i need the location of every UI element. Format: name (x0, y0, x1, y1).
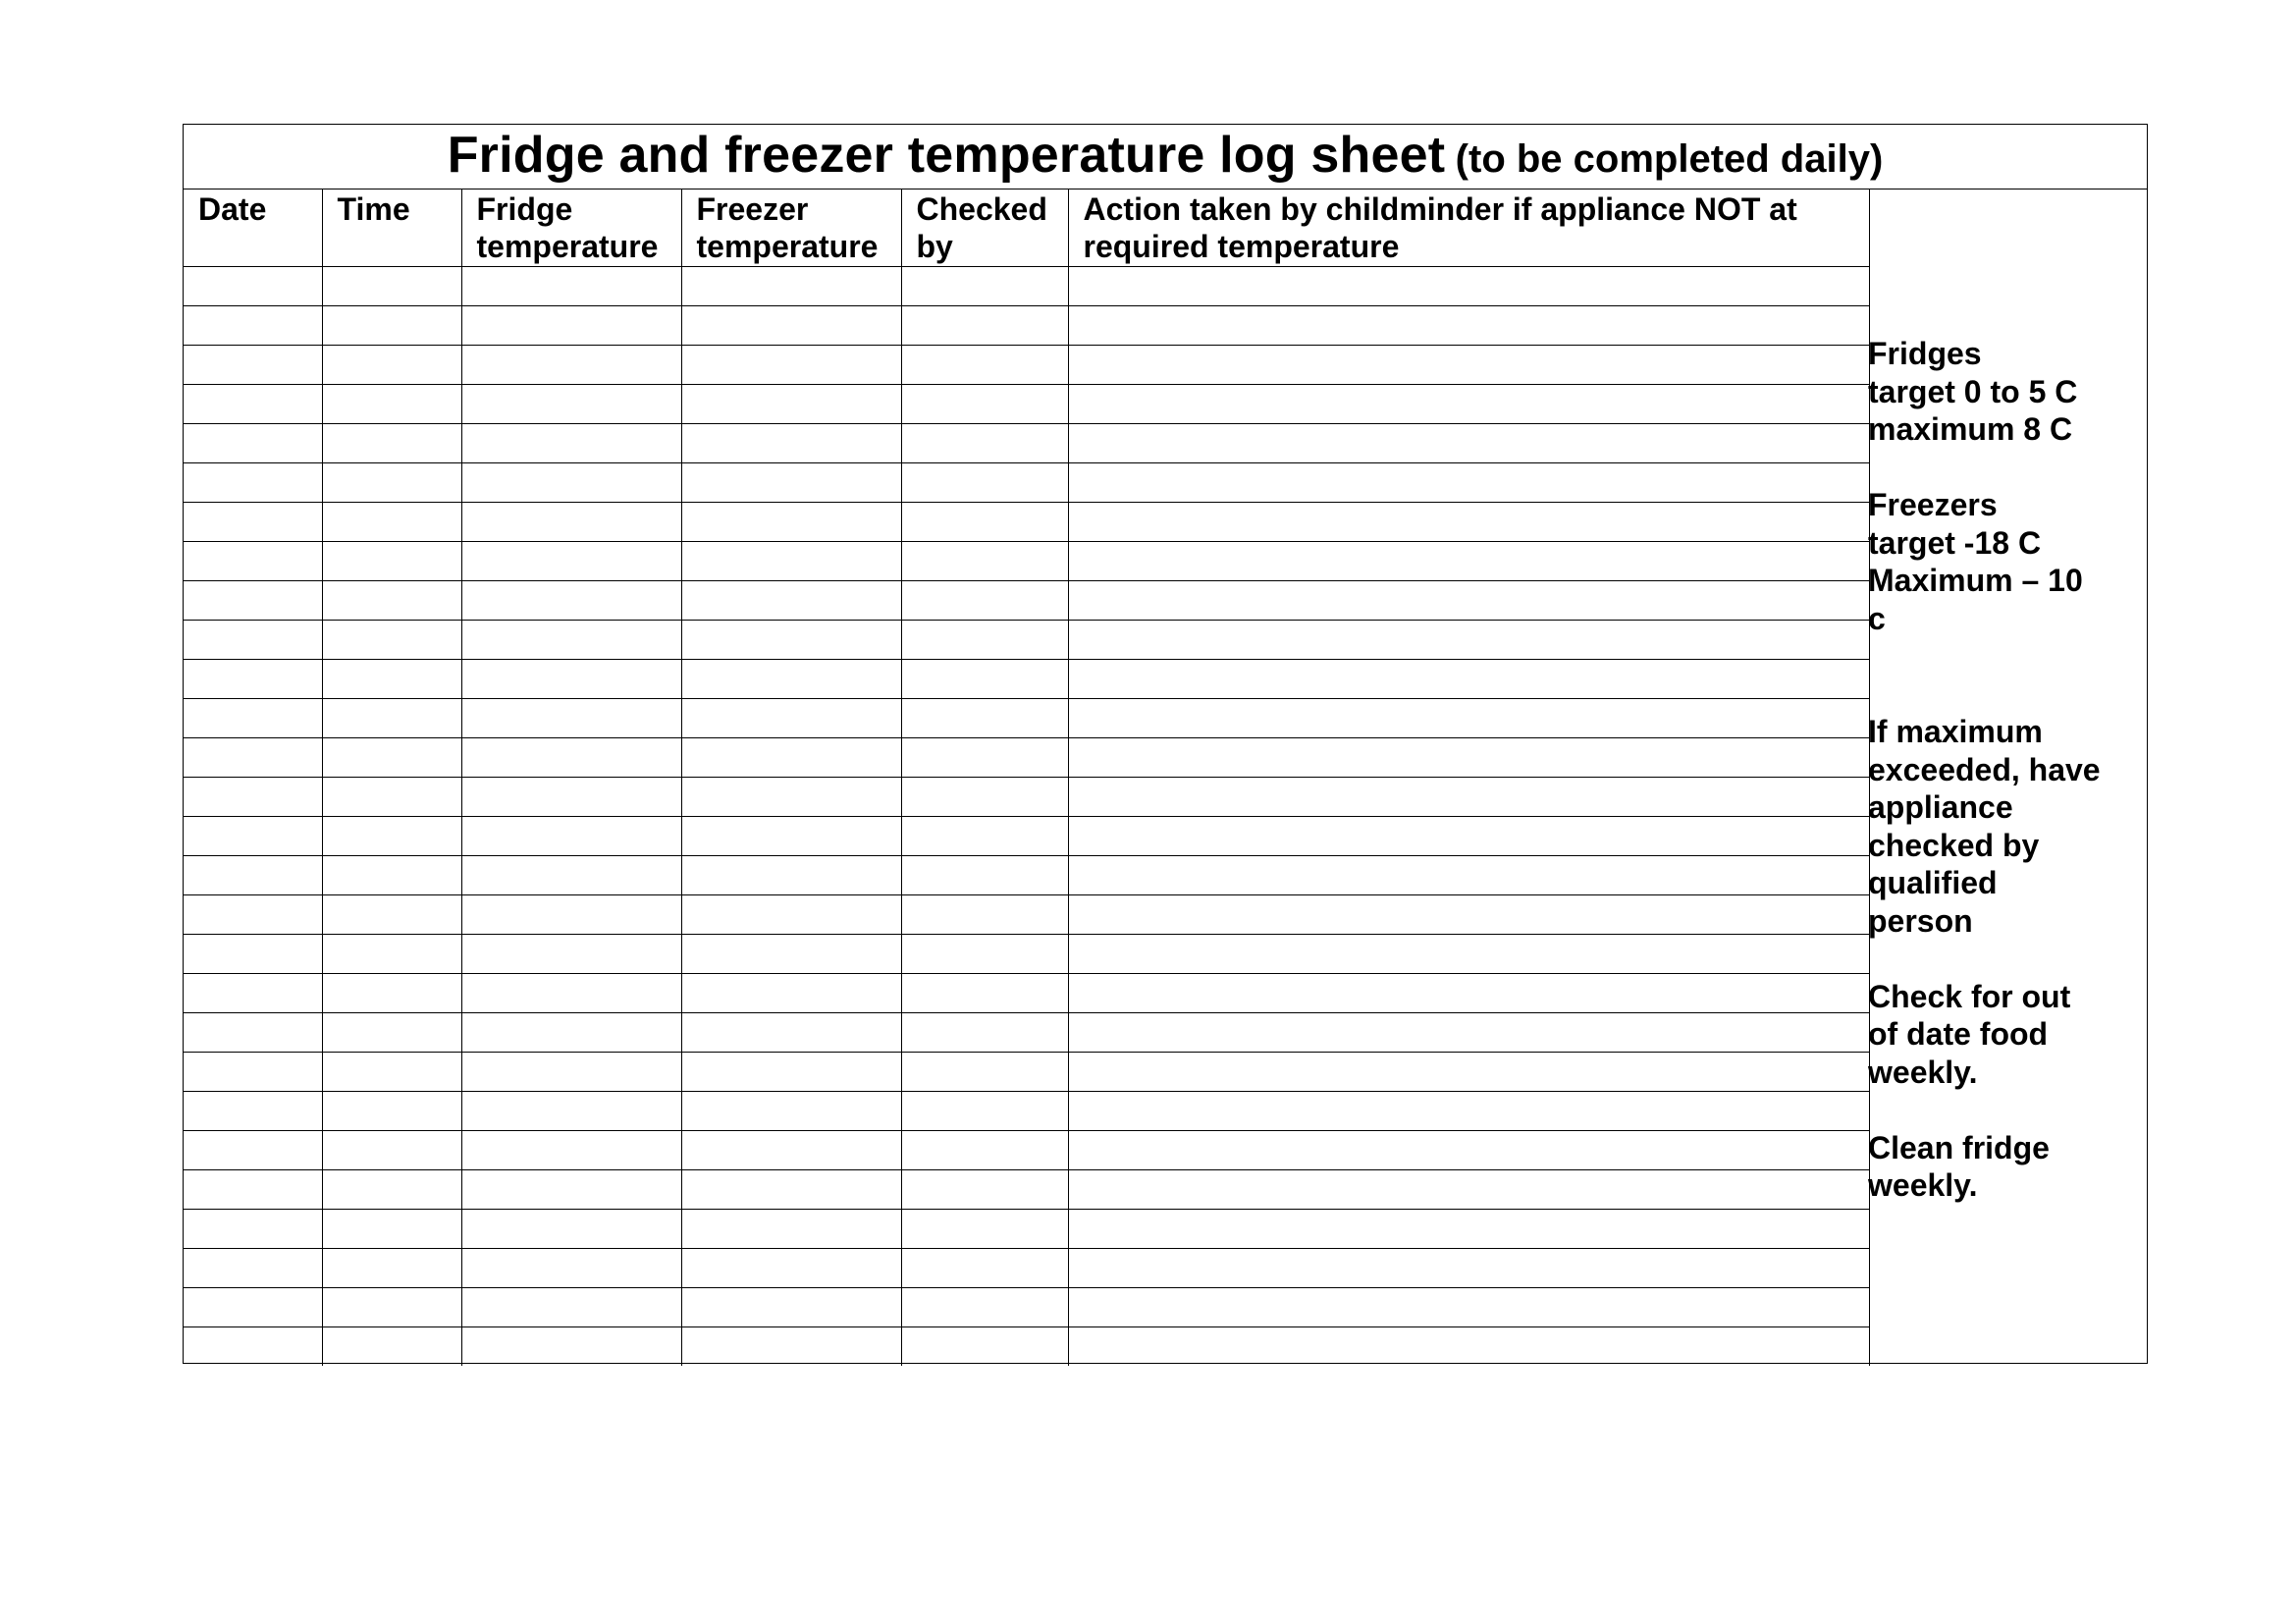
checked-by-cell[interactable] (901, 1326, 1068, 1366)
freezer-temperature-cell[interactable] (681, 1209, 901, 1248)
date-cell[interactable] (184, 462, 322, 502)
column-header-time: Time (322, 189, 461, 266)
time-cell[interactable] (322, 1012, 461, 1052)
checked-by-cell[interactable] (901, 305, 1068, 345)
freezer-temperature-cell[interactable] (681, 345, 901, 384)
fridge-temperature-cell[interactable] (461, 462, 681, 502)
freezer-temperature-cell[interactable] (681, 737, 901, 777)
fridge-temperature-cell[interactable] (461, 777, 681, 816)
time-cell[interactable] (322, 1052, 461, 1091)
action-taken-cell[interactable] (1068, 934, 1869, 973)
table-row (184, 266, 1869, 305)
checked-by-cell[interactable] (901, 1169, 1068, 1209)
time-cell[interactable] (322, 384, 461, 423)
checked-by-cell[interactable] (901, 698, 1068, 737)
table-row (184, 345, 1869, 384)
action-taken-cell[interactable] (1068, 502, 1869, 541)
date-cell[interactable] (184, 423, 322, 462)
action-taken-cell[interactable] (1068, 580, 1869, 620)
checked-by-cell[interactable] (901, 1012, 1068, 1052)
fridge-temperature-cell[interactable] (461, 305, 681, 345)
time-cell[interactable] (322, 423, 461, 462)
checked-by-cell[interactable] (901, 816, 1068, 855)
action-taken-cell[interactable] (1068, 1326, 1869, 1366)
time-cell[interactable] (322, 1248, 461, 1287)
time-cell[interactable] (322, 894, 461, 934)
fridge-temperature-cell[interactable] (461, 384, 681, 423)
log-sheet (183, 124, 2148, 1364)
fridge-temperature-cell[interactable] (461, 934, 681, 973)
checked-by-cell[interactable] (901, 737, 1068, 777)
action-taken-cell[interactable] (1068, 305, 1869, 345)
checked-by-cell[interactable] (901, 855, 1068, 894)
date-cell[interactable] (184, 345, 322, 384)
action-taken-cell[interactable] (1068, 620, 1869, 659)
checked-by-cell[interactable] (901, 1287, 1068, 1326)
time-cell[interactable] (322, 934, 461, 973)
action-taken-cell[interactable] (1068, 659, 1869, 698)
checked-by-cell[interactable] (901, 1209, 1068, 1248)
date-cell[interactable] (184, 1326, 322, 1366)
freezer-temperature-cell[interactable] (681, 934, 901, 973)
time-cell[interactable] (322, 580, 461, 620)
fridge-temperature-cell[interactable] (461, 266, 681, 305)
table-row (184, 1052, 1869, 1091)
table-row (184, 1209, 1869, 1248)
freezer-temperature-cell[interactable] (681, 816, 901, 855)
action-taken-cell[interactable] (1068, 541, 1869, 580)
fridge-temperature-cell[interactable] (461, 345, 681, 384)
checked-by-cell[interactable] (901, 894, 1068, 934)
time-cell[interactable] (322, 1091, 461, 1130)
action-taken-cell[interactable] (1068, 855, 1869, 894)
freezer-temperature-cell[interactable] (681, 620, 901, 659)
date-cell[interactable] (184, 502, 322, 541)
table-row (184, 423, 1869, 462)
fridge-temperature-cell[interactable] (461, 1209, 681, 1248)
freezer-temperature-cell[interactable] (681, 423, 901, 462)
note-clean-fridge: Clean fridge weekly. (1868, 1129, 2050, 1203)
table-row (184, 1012, 1869, 1052)
date-cell[interactable] (184, 1248, 322, 1287)
time-cell[interactable] (322, 1169, 461, 1209)
time-cell[interactable] (322, 1209, 461, 1248)
time-cell[interactable] (322, 816, 461, 855)
table-row (184, 305, 1869, 345)
date-cell[interactable] (184, 266, 322, 305)
action-taken-cell[interactable] (1068, 1091, 1869, 1130)
time-cell[interactable] (322, 659, 461, 698)
freezer-temperature-cell[interactable] (681, 1287, 901, 1326)
date-cell[interactable] (184, 1130, 322, 1169)
action-taken-cell[interactable] (1068, 737, 1869, 777)
freezer-temperature-cell[interactable] (681, 384, 901, 423)
fridge-temperature-cell[interactable] (461, 1091, 681, 1130)
fridge-temperature-cell[interactable] (461, 1130, 681, 1169)
action-taken-cell[interactable] (1068, 973, 1869, 1012)
date-cell[interactable] (184, 1012, 322, 1052)
action-taken-cell[interactable] (1068, 1248, 1869, 1287)
checked-by-cell[interactable] (901, 541, 1068, 580)
table-row (184, 777, 1869, 816)
column-header-freezer-temperature: Freezer temperature (681, 189, 901, 266)
date-cell[interactable] (184, 973, 322, 1012)
fridge-temperature-cell[interactable] (461, 855, 681, 894)
table-row (184, 1326, 1869, 1366)
time-cell[interactable] (322, 698, 461, 737)
fridge-temperature-cell[interactable] (461, 816, 681, 855)
header-row (184, 189, 1869, 266)
time-cell[interactable] (322, 777, 461, 816)
fridge-temperature-cell[interactable] (461, 620, 681, 659)
table-row (184, 659, 1869, 698)
fridge-temperature-cell[interactable] (461, 1012, 681, 1052)
table-row (184, 620, 1869, 659)
table-row (184, 462, 1869, 502)
note-freezers: Freezers target -18 C Maximum – 10 c (1868, 487, 2083, 636)
action-taken-cell[interactable] (1068, 266, 1869, 305)
sheet-title (184, 125, 2147, 189)
freezer-temperature-cell[interactable] (681, 541, 901, 580)
table-row (184, 1091, 1869, 1130)
fridge-temperature-cell[interactable] (461, 1326, 681, 1366)
freezer-temperature-cell[interactable] (681, 698, 901, 737)
table-row (184, 737, 1869, 777)
time-cell[interactable] (322, 737, 461, 777)
time-cell[interactable] (322, 266, 461, 305)
table-row (184, 580, 1869, 620)
date-cell[interactable] (184, 737, 322, 777)
date-cell[interactable] (184, 1052, 322, 1091)
checked-by-cell[interactable] (901, 423, 1068, 462)
date-cell[interactable] (184, 855, 322, 894)
freezer-temperature-cell[interactable] (681, 502, 901, 541)
date-cell[interactable] (184, 305, 322, 345)
freezer-temperature-cell[interactable] (681, 973, 901, 1012)
fridge-temperature-cell[interactable] (461, 737, 681, 777)
checked-by-cell[interactable] (901, 1248, 1068, 1287)
table-row (184, 894, 1869, 934)
fridge-temperature-cell[interactable] (461, 894, 681, 934)
time-cell[interactable] (322, 345, 461, 384)
time-cell[interactable] (322, 620, 461, 659)
log-table (184, 189, 1870, 1366)
freezer-temperature-cell[interactable] (681, 777, 901, 816)
fridge-temperature-cell[interactable] (461, 423, 681, 462)
time-cell[interactable] (322, 1326, 461, 1366)
checked-by-cell[interactable] (901, 1130, 1068, 1169)
fridge-temperature-cell[interactable] (461, 502, 681, 541)
date-cell[interactable] (184, 934, 322, 973)
table-row (184, 541, 1869, 580)
freezer-temperature-cell[interactable] (681, 855, 901, 894)
time-cell[interactable] (322, 462, 461, 502)
note-maximum-exceeded: If maximum exceeded, have appliance checked by qualified person (1868, 714, 2101, 939)
checked-by-cell[interactable] (901, 580, 1068, 620)
date-cell[interactable] (184, 1091, 322, 1130)
action-taken-cell[interactable] (1068, 777, 1869, 816)
date-cell[interactable] (184, 816, 322, 855)
freezer-temperature-cell[interactable] (681, 580, 901, 620)
freezer-temperature-cell[interactable] (681, 1169, 901, 1209)
time-cell[interactable] (322, 1287, 461, 1326)
checked-by-cell[interactable] (901, 934, 1068, 973)
table-row (184, 934, 1869, 973)
table-row (184, 1287, 1869, 1326)
action-taken-cell[interactable] (1068, 345, 1869, 384)
action-taken-cell[interactable] (1068, 1130, 1869, 1169)
action-taken-cell[interactable] (1068, 894, 1869, 934)
fridge-temperature-cell[interactable] (461, 973, 681, 1012)
checked-by-cell[interactable] (901, 620, 1068, 659)
column-header-fridge-temperature: Fridge temperature (461, 189, 681, 266)
freezer-temperature-cell[interactable] (681, 894, 901, 934)
fridge-temperature-cell[interactable] (461, 659, 681, 698)
note-check-out-of-date: Check for out of date food weekly. (1868, 978, 2071, 1090)
table-row (184, 384, 1869, 423)
guidance-notes (1868, 335, 2133, 1205)
date-cell[interactable] (184, 1209, 322, 1248)
checked-by-cell[interactable] (901, 462, 1068, 502)
title-subtitle: (to be completed daily) (1455, 137, 1884, 181)
title-main: Fridge and freezer temperature log sheet (447, 127, 1446, 184)
table-row (184, 1248, 1869, 1287)
checked-by-cell[interactable] (901, 266, 1068, 305)
time-cell[interactable] (322, 1130, 461, 1169)
time-cell[interactable] (322, 305, 461, 345)
fridge-temperature-cell[interactable] (461, 698, 681, 737)
date-cell[interactable] (184, 580, 322, 620)
date-cell[interactable] (184, 541, 322, 580)
column-header-checked-by: Checked by (901, 189, 1068, 266)
action-taken-cell[interactable] (1068, 1209, 1869, 1248)
date-cell[interactable] (184, 777, 322, 816)
checked-by-cell[interactable] (901, 502, 1068, 541)
table-row (184, 698, 1869, 737)
freezer-temperature-cell[interactable] (681, 1130, 901, 1169)
date-cell[interactable] (184, 384, 322, 423)
freezer-temperature-cell[interactable] (681, 266, 901, 305)
time-cell[interactable] (322, 855, 461, 894)
date-cell[interactable] (184, 1169, 322, 1209)
table-row (184, 1169, 1869, 1209)
freezer-temperature-cell[interactable] (681, 1052, 901, 1091)
freezer-temperature-cell[interactable] (681, 305, 901, 345)
action-taken-cell[interactable] (1068, 462, 1869, 502)
checked-by-cell[interactable] (901, 659, 1068, 698)
checked-by-cell[interactable] (901, 384, 1068, 423)
action-taken-cell[interactable] (1068, 1012, 1869, 1052)
freezer-temperature-cell[interactable] (681, 1091, 901, 1130)
table-row (184, 816, 1869, 855)
log-rows (184, 266, 1869, 1366)
time-cell[interactable] (322, 541, 461, 580)
table-row (184, 855, 1869, 894)
freezer-temperature-cell[interactable] (681, 1326, 901, 1366)
date-cell[interactable] (184, 698, 322, 737)
table-row (184, 502, 1869, 541)
column-header-date: Date (184, 189, 322, 266)
action-taken-cell[interactable] (1068, 1169, 1869, 1209)
date-cell[interactable] (184, 1287, 322, 1326)
checked-by-cell[interactable] (901, 973, 1068, 1012)
table-row (184, 973, 1869, 1012)
action-taken-cell[interactable] (1068, 423, 1869, 462)
action-taken-cell[interactable] (1068, 1052, 1869, 1091)
fridge-temperature-cell[interactable] (461, 1287, 681, 1326)
action-taken-cell[interactable] (1068, 698, 1869, 737)
date-cell[interactable] (184, 894, 322, 934)
freezer-temperature-cell[interactable] (681, 1248, 901, 1287)
time-cell[interactable] (322, 973, 461, 1012)
freezer-temperature-cell[interactable] (681, 659, 901, 698)
checked-by-cell[interactable] (901, 345, 1068, 384)
table-row (184, 1130, 1869, 1169)
fridge-temperature-cell[interactable] (461, 1169, 681, 1209)
action-taken-cell[interactable] (1068, 816, 1869, 855)
fridge-temperature-cell[interactable] (461, 580, 681, 620)
fridge-temperature-cell[interactable] (461, 1052, 681, 1091)
checked-by-cell[interactable] (901, 777, 1068, 816)
time-cell[interactable] (322, 502, 461, 541)
date-cell[interactable] (184, 620, 322, 659)
freezer-temperature-cell[interactable] (681, 1012, 901, 1052)
fridge-temperature-cell[interactable] (461, 1248, 681, 1287)
freezer-temperature-cell[interactable] (681, 462, 901, 502)
checked-by-cell[interactable] (901, 1052, 1068, 1091)
fridge-temperature-cell[interactable] (461, 541, 681, 580)
checked-by-cell[interactable] (901, 1091, 1068, 1130)
note-fridges: Fridges target 0 to 5 C maximum 8 C (1868, 336, 2078, 447)
column-header-action-taken: Action taken by childminder if appliance NOT at required temperature (1068, 189, 1869, 266)
action-taken-cell[interactable] (1068, 384, 1869, 423)
action-taken-cell[interactable] (1068, 1287, 1869, 1326)
date-cell[interactable] (184, 659, 322, 698)
